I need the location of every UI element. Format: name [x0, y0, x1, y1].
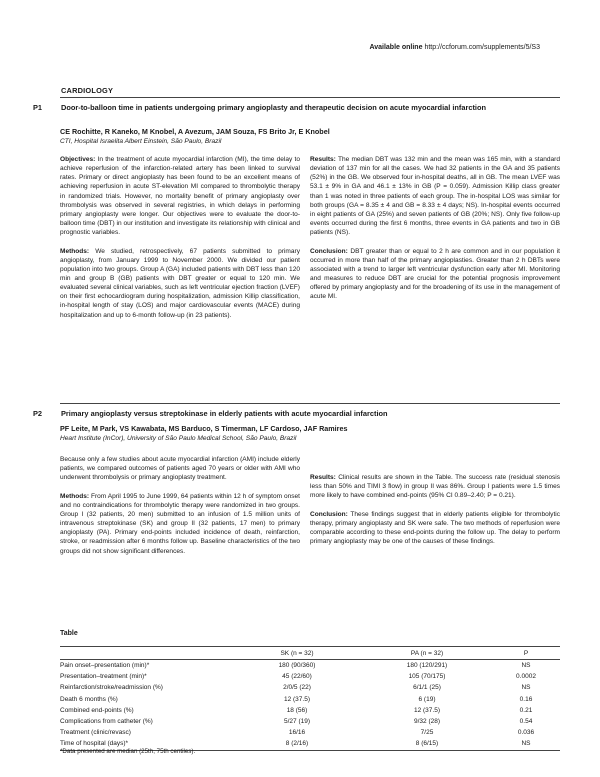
table-cell: NS	[492, 738, 560, 750]
table-header-cell: PA (n = 32)	[362, 647, 492, 660]
table-cell: 9/32 (28)	[413, 718, 441, 726]
p2-conclusion	[310, 510, 560, 547]
results-text-p2: Clinical results are shown in the Table. The success rate (residual stenosis less than 50% and TIMI 3 flow) in group II was 86%. Group I patients were 1.5 times more likely to have combined end-points (95% CI 0.89–2.40; P = 0.21).	[310, 474, 560, 500]
p1-left-column	[60, 155, 300, 329]
results-table	[60, 646, 560, 751]
results-label: Results:	[310, 156, 336, 163]
abstract-id-p1: P1	[33, 103, 43, 112]
section-title: CARDIOLOGY	[61, 86, 114, 95]
table-cell: Complications from catheter (%)	[60, 718, 153, 726]
table-cell: Combined end-points (%)	[60, 706, 134, 714]
table-cell: 180 (90/360)	[278, 662, 316, 670]
methods-label: Methods:	[60, 247, 90, 255]
p1-results	[310, 155, 560, 237]
objectives-label: Objectives:	[60, 156, 96, 163]
p1-conclusion	[310, 247, 560, 302]
table-row	[60, 682, 560, 693]
table-row	[60, 716, 560, 727]
p2-top-rule	[60, 403, 560, 404]
table-cell: 6 (19)	[418, 695, 436, 703]
conclusion-label-p2: Conclusion:	[310, 510, 348, 518]
p2-left-column	[60, 455, 300, 565]
table-row	[60, 660, 560, 672]
table-header-row	[60, 647, 560, 660]
affiliation-p2: Heart Institute (InCor), University of São Paulo Medical School, São Paulo, Brazil	[60, 435, 297, 442]
table-header-cell	[60, 647, 232, 660]
conclusion-text-p2: These findings suggest that in elderly patients eligible for thrombolytic therapy, primary angioplasty and SK were safe. The two methods of reperfusion were comparable according to these end-points during the follow up. The delay to perform primary angioplasty may be one of the causes of these findings.	[310, 510, 561, 546]
table-header-cell: SK (n = 32)	[232, 647, 362, 660]
available-online-label: Available online	[369, 44, 423, 51]
p2-results	[310, 473, 560, 500]
table-cell: 6/1/1 (25)	[413, 684, 441, 692]
table-cell: 5/27 (19)	[283, 718, 311, 726]
table-row	[60, 671, 560, 682]
p1-objectives	[60, 155, 300, 237]
abstract-id-p2: P2	[33, 409, 43, 418]
table-cell: 180 (120/291)	[406, 662, 448, 670]
p1-right-column	[310, 155, 560, 311]
table-title: Table	[60, 630, 78, 637]
table-cell: Treatment (clinic/revasc)	[60, 729, 131, 737]
table-cell: 12 (37.5)	[413, 706, 441, 714]
abstract-title-p2: Primary angioplasty versus streptokinase in elderly patients with acute myocardial infarction	[61, 409, 388, 418]
conclusion-label: Conclusion:	[310, 247, 348, 255]
p2-right-column	[310, 473, 560, 555]
table-footnote: *Data presented are median (25th, 75th centiles).	[60, 748, 196, 755]
p2-intro: Because only a few studies about acute myocardial infarction (AMI) include elderly patients, we compared outcomes of patients aged 70 years or older with AMI who underwent thrombolysis or primary angioplasty treatment.	[60, 456, 300, 482]
table-cell: 0.036	[517, 729, 535, 737]
table-cell: NS	[521, 662, 531, 670]
table-cell: 18 (56)	[286, 706, 308, 714]
table-cell: 7/25	[420, 729, 434, 737]
table-cell: 12 (37.5)	[283, 695, 311, 703]
conclusion-text: DBT greater than or equal to 2 h are common and in our population it occurred in more than half of the primary angioplasties. Greater than 2 h DBTs were associated with a trend to larger left ventricular dysfunction early after MI. Monitoring and measures to reduce DBT are crucial for the potential prognosis improvement offered by primary angioplasty and for the broadening of its use in the management of acute MI.	[310, 247, 560, 301]
table-cell: 105 (70/175)	[408, 673, 446, 681]
affiliation-p1: CTI, Hospital Israelita Albert Einstein, São Paulo, Brazil	[60, 138, 222, 145]
objectives-text: In the treatment of acute myocardial infarction (MI), the time delay to achieve reperfusion of the infarction-related artery has been linked to survival rates. Primary or direct angioplasty has been found to be an excellent means of achieving reperfusion in acute ST-elevation MI compared to thrombolytic therapy in randomized trials. However, no mortality benefit of primary angioplasty over thrombolysis was observed in several registries, in which delays in performing primary angioplasty were longer. Our objectives were to evaluate the door-to-balloon time (DBT) in our institution and investigate its relationship with clinical and prognostic variables.	[60, 156, 300, 237]
table-cell: 8 (6/15)	[362, 738, 492, 750]
table-cell: 2/0/5 (22)	[283, 684, 311, 692]
methods-text: We studied, retrospectively, 67 patients submitted to primary angioplasty, from January 1999 to November 2000. We divided our patient population into two groups. Group A (GA) included patients with DBT less than 120 min and group B (GB) patients with DBT greater or equal to 120 min. We evaluated several clinical variables, such as left ventricular ejection fraction (LVEF) on their first echocardiogram during hospitalization, admission Killip classification, in-hospital length of stay (LOS) and major cardiovascular events (MACE) during hospitalization and up to 6-month follow-up (in 23 patients).	[60, 247, 300, 319]
table-cell: Presentation–treatment (min)*	[60, 673, 147, 681]
table-cell: Time of hospital (days)*	[60, 738, 232, 750]
journal-url[interactable]: http://ccforum.com/supplements/5/S3	[424, 44, 540, 51]
section-rule	[60, 97, 560, 98]
table-row	[60, 727, 560, 738]
table-cell: 16/16	[288, 729, 306, 737]
authors-p2: PF Leite, M Park, VS Kawabata, MS Barduco, S Timerman, LF Cardoso, JAF Ramires	[60, 424, 348, 433]
table-cell: Pain onset–presentation (min)*	[60, 662, 150, 670]
table-cell: 0.54	[519, 718, 533, 726]
table-cell: NS	[521, 684, 531, 692]
table-cell: 8 (2/16)	[232, 738, 362, 750]
results-label-p2: Results:	[310, 474, 336, 481]
table-header-cell: P	[492, 647, 560, 660]
table-row	[60, 705, 560, 716]
p2-methods	[60, 492, 300, 556]
results-text: The median DBT was 132 min and the mean was 165 min, with a standard deviation of 137 min for all the cases. We had 32 patients in the GA and 35 patients (52%) in the GB. We observed four in-hospital deaths, all in GB. The mean LVEF was 53.1 ± 9% in GA and 46.1 ± 13% in GB (P = 0.059). Admission Killip class greater than 1 was noted in three patients of each group. The in-hospital LOS was similar for both groups (GA = 8.35 ± 4 and GB = 8.33 ± 4 days; NS). In-hospital events occurred in eight patients of GA (25%) and seven patients of GB (20%; NS). Only five follow-up events occurred during the first 6 months, three events in GA patients and two in GB patients (NS).	[310, 156, 561, 237]
table-row	[60, 694, 560, 705]
methods-text-p2: From April 1995 to June 1999, 64 patients within 12 h of symptom onset and no contraindications for thrombolytic therapy were randomized in two groups. Group I (32 patients, 20 men) submitted to an infusion of 1.5 million units of intravenous streptokinase (SK) and group II (32 patients, 17 men) to primary angioplasty (PA). Primary end-points included incidence of death, reinfarction, stroke, or readmission after 6 months follow up. Baseline characteristics of the two groups did not show significant differences.	[60, 492, 300, 555]
table-cell: 0.16	[519, 695, 533, 703]
table-cell: Reinfarction/stroke/readmission (%)	[60, 684, 163, 692]
authors-p1: CE Rochitte, R Kaneko, M Knobel, A Avezum, JAM Souza, FS Brito Jr, E Knobel	[60, 127, 330, 136]
methods-label-p2: Methods:	[60, 492, 90, 500]
table-cell: 45 (22/60)	[282, 673, 312, 681]
table-cell: Death 6 months (%)	[60, 695, 118, 703]
p1-methods	[60, 247, 300, 320]
journal-header	[369, 44, 540, 51]
table-cell: 0.0002	[516, 673, 536, 681]
abstract-title-p1: Door-to-balloon time in patients undergoing primary angioplasty and therapeutic decision on acute myocardial infarction	[61, 103, 487, 112]
table-cell: 0.21	[519, 706, 533, 714]
